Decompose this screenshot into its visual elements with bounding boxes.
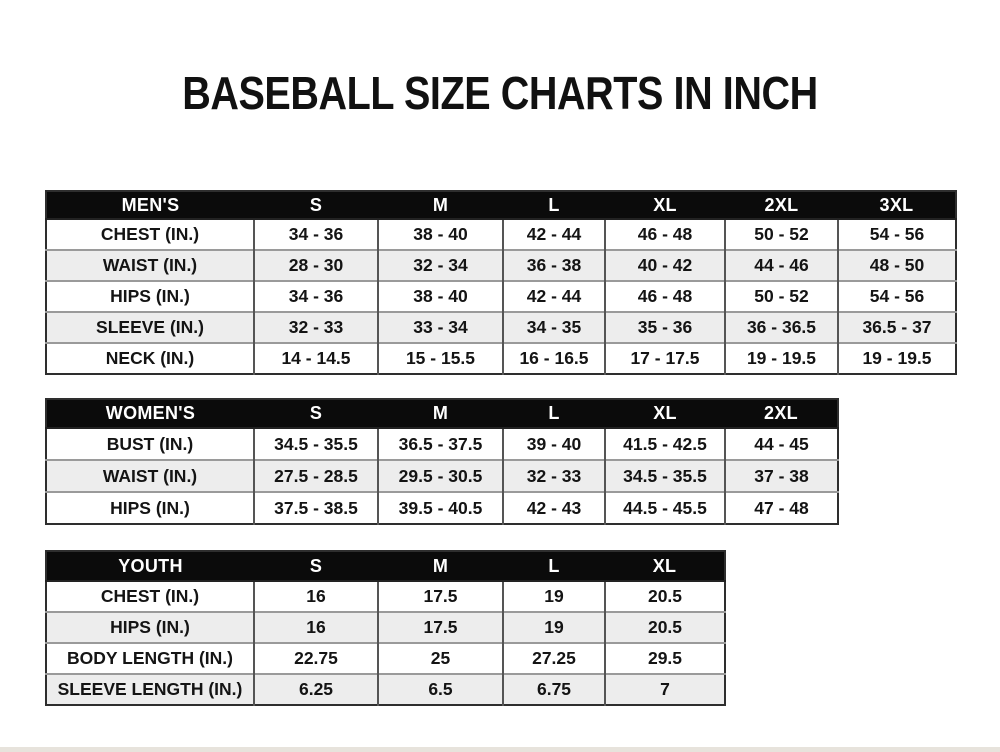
youth-col-header-m: M xyxy=(378,551,503,581)
row-label-waist: WAIST (IN.) xyxy=(46,460,254,492)
cell: 38 - 40 xyxy=(378,281,503,312)
cell: 50 - 52 xyxy=(725,281,838,312)
cell: 19 xyxy=(503,581,605,612)
cell: 54 - 56 xyxy=(838,281,956,312)
cell: 36 - 36.5 xyxy=(725,312,838,343)
cell: 44.5 - 45.5 xyxy=(605,492,725,524)
cell: 41.5 - 42.5 xyxy=(605,428,725,460)
scan-artifact-bottom-edge xyxy=(0,747,1000,752)
womens-table-title: WOMEN'S xyxy=(46,399,254,428)
cell: 46 - 48 xyxy=(605,219,725,250)
table-row xyxy=(46,492,838,524)
row-label-chest: CHEST (IN.) xyxy=(46,219,254,250)
table-row xyxy=(46,219,956,250)
table-row xyxy=(46,643,725,674)
youth-size-table xyxy=(45,550,726,706)
cell: 36.5 - 37 xyxy=(838,312,956,343)
cell: 35 - 36 xyxy=(605,312,725,343)
table-row xyxy=(46,612,725,643)
mens-col-header-s: S xyxy=(254,191,378,219)
row-label-waist: WAIST (IN.) xyxy=(46,250,254,281)
cell: 15 - 15.5 xyxy=(378,343,503,374)
mens-size-table xyxy=(45,190,957,375)
row-label-hips: HIPS (IN.) xyxy=(46,612,254,643)
cell: 34.5 - 35.5 xyxy=(605,460,725,492)
cell: 16 xyxy=(254,581,378,612)
cell: 46 - 48 xyxy=(605,281,725,312)
cell: 47 - 48 xyxy=(725,492,838,524)
cell: 6.25 xyxy=(254,674,378,705)
cell: 36 - 38 xyxy=(503,250,605,281)
cell: 34 - 35 xyxy=(503,312,605,343)
youth-col-header-xl: XL xyxy=(605,551,725,581)
cell: 37.5 - 38.5 xyxy=(254,492,378,524)
cell: 33 - 34 xyxy=(378,312,503,343)
mens-col-header-3xl: 3XL xyxy=(838,191,956,219)
row-label-chest: CHEST (IN.) xyxy=(46,581,254,612)
cell: 7 xyxy=(605,674,725,705)
table-row xyxy=(46,250,956,281)
row-label-body-length: BODY LENGTH (IN.) xyxy=(46,643,254,674)
row-label-neck: NECK (IN.) xyxy=(46,343,254,374)
youth-header-row xyxy=(46,551,725,581)
cell: 25 xyxy=(378,643,503,674)
cell: 40 - 42 xyxy=(605,250,725,281)
row-label-sleeve: SLEEVE (IN.) xyxy=(46,312,254,343)
cell: 42 - 44 xyxy=(503,281,605,312)
cell: 42 - 44 xyxy=(503,219,605,250)
cell: 32 - 34 xyxy=(378,250,503,281)
cell: 36.5 - 37.5 xyxy=(378,428,503,460)
table-row xyxy=(46,428,838,460)
youth-col-header-s: S xyxy=(254,551,378,581)
mens-col-header-m: M xyxy=(378,191,503,219)
cell: 32 - 33 xyxy=(503,460,605,492)
womens-size-table xyxy=(45,398,839,525)
table-row xyxy=(46,674,725,705)
cell: 29.5 xyxy=(605,643,725,674)
cell: 27.5 - 28.5 xyxy=(254,460,378,492)
womens-header-row xyxy=(46,399,838,428)
row-label-bust: BUST (IN.) xyxy=(46,428,254,460)
row-label-hips: HIPS (IN.) xyxy=(46,492,254,524)
cell: 6.75 xyxy=(503,674,605,705)
womens-col-header-xl: XL xyxy=(605,399,725,428)
womens-col-header-l: L xyxy=(503,399,605,428)
mens-col-header-2xl: 2XL xyxy=(725,191,838,219)
cell: 6.5 xyxy=(378,674,503,705)
cell: 16 xyxy=(254,612,378,643)
youth-col-header-l: L xyxy=(503,551,605,581)
cell: 19 - 19.5 xyxy=(838,343,956,374)
youth-table-title: YOUTH xyxy=(46,551,254,581)
cell: 27.25 xyxy=(503,643,605,674)
cell: 34 - 36 xyxy=(254,219,378,250)
cell: 48 - 50 xyxy=(838,250,956,281)
cell: 38 - 40 xyxy=(378,219,503,250)
table-row xyxy=(46,581,725,612)
cell: 22.75 xyxy=(254,643,378,674)
cell: 34.5 - 35.5 xyxy=(254,428,378,460)
cell: 20.5 xyxy=(605,581,725,612)
cell: 44 - 45 xyxy=(725,428,838,460)
row-label-sleeve-length: SLEEVE LENGTH (IN.) xyxy=(46,674,254,705)
cell: 20.5 xyxy=(605,612,725,643)
cell: 17.5 xyxy=(378,612,503,643)
mens-col-header-l: L xyxy=(503,191,605,219)
cell: 39 - 40 xyxy=(503,428,605,460)
cell: 19 xyxy=(503,612,605,643)
cell: 50 - 52 xyxy=(725,219,838,250)
row-label-hips: HIPS (IN.) xyxy=(46,281,254,312)
mens-table-title: MEN'S xyxy=(46,191,254,219)
womens-col-header-s: S xyxy=(254,399,378,428)
cell: 44 - 46 xyxy=(725,250,838,281)
mens-header-row xyxy=(46,191,956,219)
cell: 39.5 - 40.5 xyxy=(378,492,503,524)
table-row xyxy=(46,312,956,343)
cell: 29.5 - 30.5 xyxy=(378,460,503,492)
cell: 28 - 30 xyxy=(254,250,378,281)
cell: 17 - 17.5 xyxy=(605,343,725,374)
table-row xyxy=(46,460,838,492)
womens-col-header-m: M xyxy=(378,399,503,428)
womens-col-header-2xl: 2XL xyxy=(725,399,838,428)
table-row xyxy=(46,281,956,312)
table-row xyxy=(46,343,956,374)
mens-col-header-xl: XL xyxy=(605,191,725,219)
cell: 37 - 38 xyxy=(725,460,838,492)
cell: 14 - 14.5 xyxy=(254,343,378,374)
cell: 54 - 56 xyxy=(838,219,956,250)
cell: 19 - 19.5 xyxy=(725,343,838,374)
cell: 17.5 xyxy=(378,581,503,612)
page-title: BASEBALL SIZE CHARTS IN INCH xyxy=(182,67,818,119)
cell: 42 - 43 xyxy=(503,492,605,524)
cell: 16 - 16.5 xyxy=(503,343,605,374)
cell: 34 - 36 xyxy=(254,281,378,312)
cell: 32 - 33 xyxy=(254,312,378,343)
